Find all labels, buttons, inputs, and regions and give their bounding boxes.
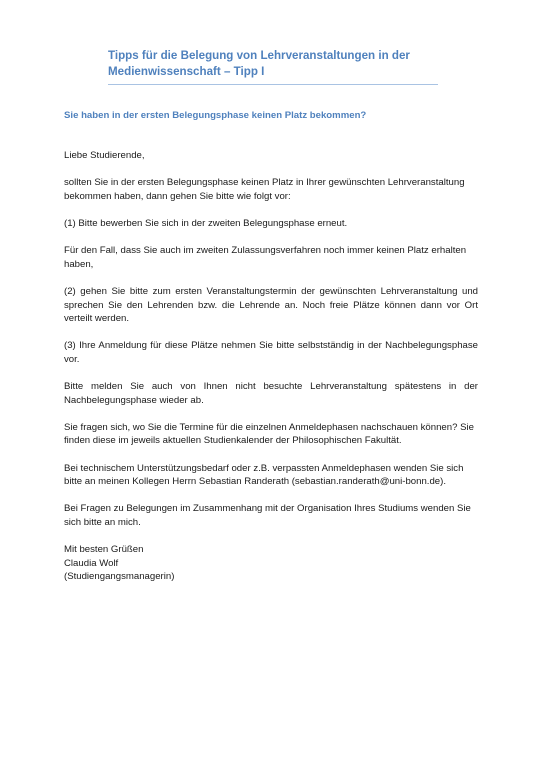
paragraph-step-3: (3) Ihre Anmeldung für diese Plätze nehmen Sie bitte selbstständig in der Nachbelegungsphase vor. <box>64 340 478 365</box>
signer-role: (Studiengangsmanagerin) <box>64 571 175 583</box>
closing: Mit besten Grüßen <box>64 544 144 556</box>
document-title <box>108 48 438 85</box>
signature-block <box>64 543 478 584</box>
subheading: Sie haben in der ersten Belegungsphase keinen Platz bekommen? <box>64 110 367 121</box>
paragraph-dates: Sie fragen sich, wo Sie die Termine für die einzelnen Anmeldephasen nachschauen können? Sie finden diese im jeweils aktuellen Studienkalender der Philosophischen Fakultät. <box>64 421 474 447</box>
salutation: Liebe Studierende, <box>64 150 145 161</box>
paragraph-questions: Bei Fragen zu Belegungen im Zusammenhang mit der Organisation Ihres Studiums wenden Sie sich bitte an mich. <box>64 503 471 529</box>
letter-body <box>64 149 478 584</box>
title-line-2: Medienwissenschaft – Tipp I <box>108 65 265 78</box>
paragraph-technical-support: Bei technischem Unterstützungsbedarf oder z.B. verpassten Anmeldephasen wenden Sie sich bitte an meinen Kollegen Herrn Sebastian Randerath (sebastian.randerath@uni-bonn.de). <box>64 462 464 488</box>
paragraph-condition: Für den Fall, dass Sie auch im zweiten Zulassungsverfahren noch immer keinen Platz erhalten haben, <box>64 245 467 270</box>
paragraph-deregister: Bitte melden Sie auch von Ihnen nicht besuchte Lehrveranstaltung spätestens in der Nachbelegungsphase wieder ab. <box>64 381 478 406</box>
signer-name: Claudia Wolf <box>64 557 119 569</box>
title-line-1: Tipps für die Belegung von Lehrveranstaltungen in der <box>108 49 410 62</box>
paragraph-step-1: (1) Bitte bewerben Sie sich in der zweiten Belegungsphase erneut. <box>64 217 348 229</box>
paragraph-intro: sollten Sie in der ersten Belegungsphase keinen Platz in Ihrer gewünschten Lehrveranstaltung bekommen haben, dann gehen Sie bitte wie folgt vor: <box>64 177 465 202</box>
paragraph-step-2: (2) gehen Sie bitte zum ersten Veranstaltungstermin der gewünschten Lehrveranstaltung und sprechen Sie den Lehrenden bzw. die Lehrende an. Noch freie Plätze können dann vor Ort verteilt werden. <box>64 285 478 325</box>
